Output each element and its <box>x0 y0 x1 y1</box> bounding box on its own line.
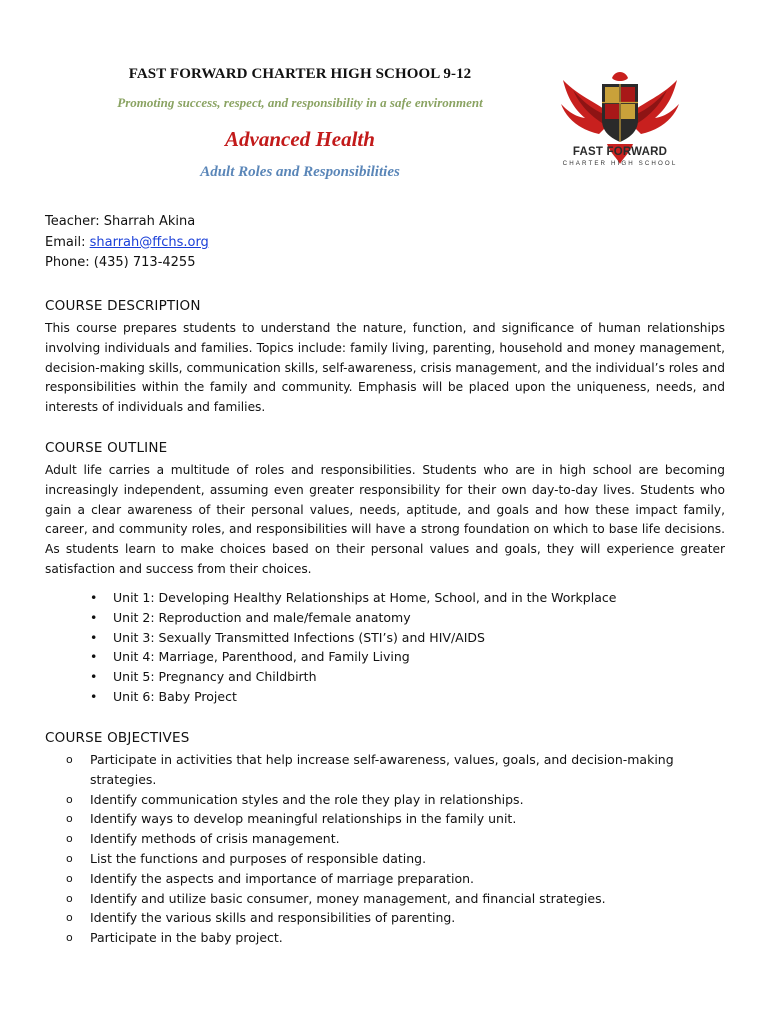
shield-icon <box>602 84 638 142</box>
list-item: o Identify and utilize basic consumer, money management, and financial strategies. <box>45 889 725 909</box>
bullet-icon: o <box>66 851 73 865</box>
teacher-label: Teacher: <box>45 214 100 229</box>
list-item: • Unit 6: Baby Project <box>45 687 616 707</box>
bullet-icon: o <box>66 753 73 766</box>
course-description-heading: COURSE DESCRIPTION <box>45 298 201 314</box>
bullet-icon: • <box>90 609 98 625</box>
contact-block <box>45 212 209 274</box>
list-item: o Participate in the baby project. <box>45 928 725 948</box>
list-item: o Identify the various skills and responsibilities of parenting. <box>45 908 725 928</box>
course-outline-heading: COURSE OUTLINE <box>45 440 168 456</box>
list-item: o Identify ways to develop meaningful relationships in the family unit. <box>45 809 725 829</box>
bullet-icon: • <box>90 590 98 605</box>
bullet-icon: o <box>66 891 73 905</box>
logo-name: FAST FORWARD <box>572 146 668 158</box>
bullet-icon: • <box>90 649 98 665</box>
course-subtitle: Adult Roles and Responsibilities <box>200 164 400 180</box>
list-item: • Unit 3: Sexually Transmitted Infections (STI’s) and HIV/AIDS <box>45 628 616 648</box>
bullet-icon: • <box>90 669 98 685</box>
list-item: o Participate in activities that help increase self-awareness, values, goals, and decision-making strategies. <box>66 752 674 787</box>
course-objectives-heading: COURSE OBJECTIVES <box>45 730 190 746</box>
course-outline-text: Adult life carries a multitude of roles and responsibilities. Students who are in high school are becoming increasingly independent, assuming even greater responsibility for their own day-to-day lives. Students who gain a clear awareness of their personal values, needs, aptitude, and goals and how these impact family, career, and community roles, and responsibilities will have a strong foundation on which to base life decisions. As students learn to make choices based on their personal values and goals, they will experience greater satisfaction and success from their choices. <box>45 463 725 576</box>
course-description-text: This course prepares students to understand the nature, function, and significance of human relationships involving individuals and families. Topics include: family living, parenting, household and money management, decision-making skills, communication skills, self-awareness, crisis management, and the individual’s roles and responsibilities within the family and community. Emphasis will be placed upon the uniqueness, needs, and interests of individuals and families. <box>45 321 725 415</box>
school-motto: Promoting success, respect, and responsibility in a safe environment <box>117 95 483 110</box>
list-item: o Identify the aspects and importance of marriage preparation. <box>45 869 725 889</box>
logo-subtitle: CHARTER HIGH SCHOOL <box>562 160 678 167</box>
list-item: • Unit 4: Marriage, Parenthood, and Family Living <box>45 647 616 667</box>
phone-number: (435) 713-4255 <box>93 255 196 270</box>
unit-list <box>45 588 616 707</box>
objective-list <box>45 750 725 948</box>
bullet-icon: o <box>66 832 73 846</box>
phone-line <box>45 253 209 274</box>
school-name: FAST FORWARD CHARTER HIGH SCHOOL 9-12 <box>128 66 472 82</box>
bullet-icon: o <box>66 812 73 826</box>
bullet-icon: o <box>66 871 73 885</box>
bullet-icon: • <box>90 629 98 645</box>
list-item: o Identify communication styles and the role they play in relationships. <box>45 790 725 810</box>
list-item: • Unit 2: Reproduction and male/female anatomy <box>45 608 616 628</box>
email-link[interactable]: sharrah@ffchs.org <box>89 234 209 250</box>
bullet-icon: o <box>66 931 73 945</box>
teacher-name: Sharrah Akina <box>103 214 196 229</box>
bullet-icon: o <box>66 911 73 925</box>
phone-label: Phone: <box>45 255 90 270</box>
bullet-icon: o <box>66 792 73 806</box>
email-label: Email: <box>45 234 86 250</box>
list-item: • Unit 5: Pregnancy and Childbirth <box>45 667 616 687</box>
list-item: • Unit 1: Developing Healthy Relationships at Home, School, and in the Workplace <box>45 588 616 608</box>
course-title: Advanced Health <box>225 127 375 151</box>
teacher-line <box>45 212 209 233</box>
email-line <box>45 233 209 254</box>
bullet-icon: • <box>90 688 98 704</box>
list-item: o Identify methods of crisis management. <box>45 829 725 849</box>
list-item: o List the functions and purposes of responsible dating. <box>45 849 725 869</box>
